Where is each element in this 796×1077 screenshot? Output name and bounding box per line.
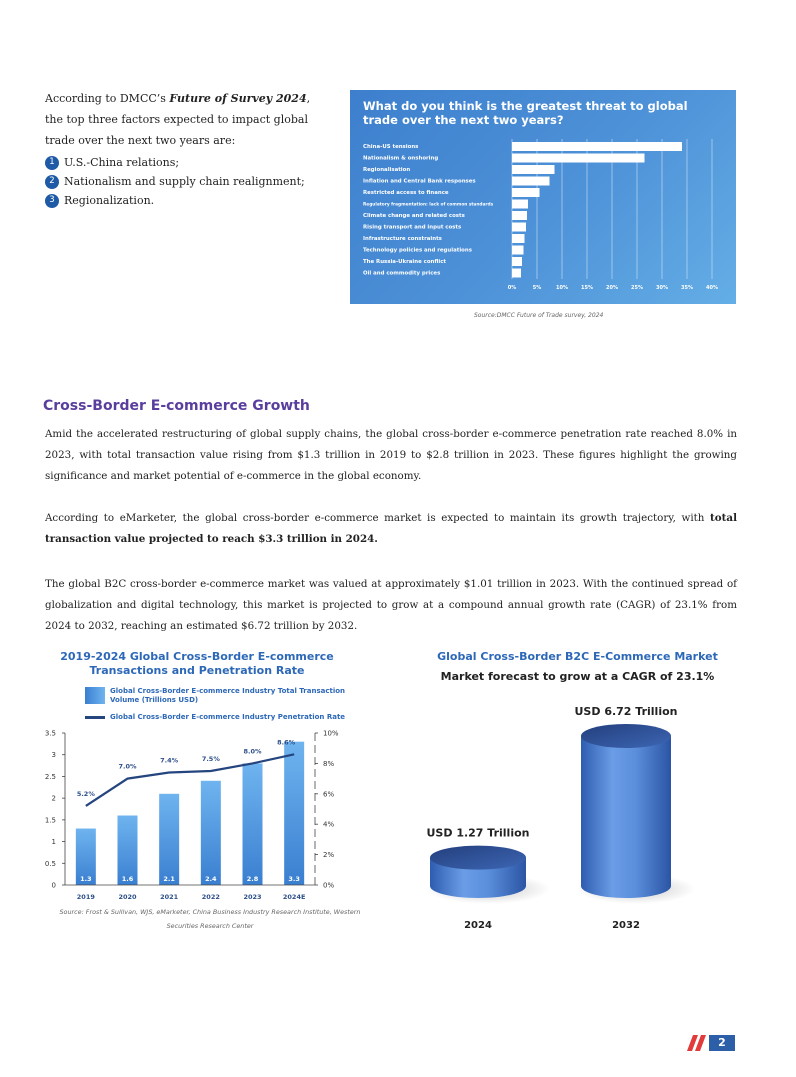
market-cylinder [581, 736, 671, 898]
rate-value-label: 7.5% [201, 755, 220, 763]
survey-bar [512, 257, 522, 266]
y2-tick-label: 2% [323, 851, 335, 860]
intro-rest: , the top three factors expected to impact global trade over the next two years are: [45, 92, 311, 147]
paragraph-b2c: The global B2C cross-border e-commerce market was valued at approximately $1.01 trillion in 2023. With the continued spread of globalization and digital technology, this market is projected to grow at a compound annual growth rate (CAGR) of 23.1% from 2024 to 2032, reaching an estimated $6.72 trillion by 2032. [45, 578, 737, 632]
x-tick-label: 40% [706, 285, 718, 291]
b2c-cylinder-chart [410, 700, 740, 940]
page-number: 2 [709, 1035, 735, 1051]
category-label: Oil and commodity prices [363, 270, 441, 277]
survey-bar [512, 200, 528, 209]
survey-bar [512, 269, 521, 278]
y-tick-label: 3 [51, 751, 56, 760]
transaction-bar [159, 794, 179, 885]
bar-value-label: 2.8 [246, 875, 259, 883]
cylinder-top [581, 724, 671, 748]
transaction-bar [243, 763, 263, 885]
y-tick-label: 0.5 [44, 859, 56, 868]
category-label: Climate change and related costs [363, 213, 465, 219]
cylinder-year-label: 2032 [612, 920, 640, 931]
y-tick-label: 2.5 [44, 772, 56, 781]
y-tick-label: 1.5 [44, 816, 56, 825]
paragraph-text: According to eMarketer, the global cross-border e-commerce market is expected to maintain its growth trajectory, with [45, 512, 711, 524]
survey-bar [512, 211, 527, 220]
x-tick-label: 15% [581, 285, 593, 291]
rate-value-label: 5.2% [76, 789, 95, 798]
list-item [45, 153, 330, 172]
x-tick-label: 20% [606, 285, 618, 291]
b2c-chart-subtitle: Market forecast to grow at a CAGR of 23.1% [440, 670, 715, 683]
y-tick-label: 2 [51, 794, 56, 803]
rate-value-label: 8.6% [277, 738, 296, 747]
factor-list [45, 153, 330, 210]
cylinder-value-label: USD 1.27 Trillion [426, 826, 530, 840]
y2-tick-label: 8% [323, 759, 335, 768]
cylinder-top [430, 846, 526, 870]
number-badge: 3 [45, 194, 59, 208]
intro-lead: According to DMCC’s [45, 92, 170, 105]
b2c-chart-title: Global Cross-Border B2C E-Commerce Market [437, 650, 718, 663]
y-tick-label: 1 [51, 838, 56, 847]
bar-value-label: 3.3 [288, 875, 300, 883]
number-badge: 2 [45, 175, 59, 189]
accent-slashes-icon [682, 1035, 708, 1051]
x-tick-label: 2022 [201, 893, 220, 901]
x-tick-label: 2020 [118, 893, 137, 901]
category-label: China-US tensions [363, 144, 419, 150]
legend-line-label: Global Cross-Border E-commerce Industry Penetration Rate [110, 713, 346, 721]
x-tick-label: 2023 [243, 893, 262, 901]
category-label: Inflation and Central Bank responses [363, 178, 476, 185]
survey-chart-title: What do you think is the greatest threat to global trade over the next two years? [363, 99, 688, 127]
transactions-chart-title: 2019-2024 Global Cross-Border E-commerce Transactions and Penetration Rate [60, 650, 334, 677]
category-label: Regulatory fragmentation: lack of common standards [363, 202, 494, 208]
category-label: Regionalisation [363, 167, 411, 173]
category-label: The Russia-Ukraine conflict [363, 259, 447, 265]
x-tick-label: 2019 [76, 893, 95, 901]
legend-bar-swatch [85, 687, 105, 704]
survey-chart [350, 90, 736, 304]
survey-bar [512, 165, 555, 174]
cylinder-value-label: USD 6.72 Trillion [574, 705, 678, 718]
y2-tick-label: 10% [323, 729, 339, 738]
survey-source: Source:DMCC Future of Trade survey, 2024 [474, 312, 604, 319]
x-tick-label: 35% [681, 285, 693, 291]
transactions-source: Source: Frost & Sullivan, WJS, eMarketer, China Business Industry Research Institute, Western Securities Research Center [59, 908, 361, 930]
legend-bar-label: Global Cross-Border E-commerce Industry Total Transaction Volume (Trillions USD) [110, 687, 346, 704]
x-tick-label: 2021 [160, 893, 179, 901]
bar-value-label: 1.6 [121, 875, 134, 883]
report-title: Future of Survey 2024 [169, 92, 307, 105]
y-tick-label: 3.5 [44, 729, 56, 738]
survey-bar [512, 154, 645, 163]
paragraph-emarketer [45, 508, 737, 550]
transaction-bar [201, 781, 221, 885]
list-item-text: U.S.-China relations; [64, 156, 180, 169]
rate-value-label: 7.4% [160, 756, 179, 765]
rate-value-label: 8.0% [243, 747, 262, 756]
paragraph-penetration: Amid the accelerated restructuring of global supply chains, the global cross-border e-commerce penetration rate reached 8.0% in 2023, with total transaction value rising from $1.3 trillion in 2019 to $2.8 trillion in 2023. These figures highlight the growing significance and market potential of e-commerce in the global economy. [45, 428, 737, 482]
x-tick-label: 5% [532, 285, 542, 291]
survey-bar [512, 234, 525, 243]
bar-value-label: 1.3 [80, 875, 92, 883]
survey-bar [512, 246, 524, 255]
survey-bar [512, 223, 526, 232]
category-label: Infrastructure constraints [363, 236, 442, 242]
y2-tick-label: 0% [323, 881, 335, 890]
list-item-text: Nationalism and supply chain realignment; [64, 175, 305, 188]
category-label: Rising transport and input costs [363, 224, 462, 231]
paragraph-highlight: total transaction value projected to reach $3.3 trillion in 2024. [45, 512, 737, 545]
list-item-text: Regionalization. [64, 194, 155, 207]
x-tick-label: 2024E [282, 893, 306, 901]
x-tick-label: 30% [656, 285, 668, 291]
category-label: Nationalism & onshoring [363, 155, 439, 162]
section-heading: Cross-Border E-commerce Growth [43, 398, 310, 414]
bar-value-label: 2.1 [163, 875, 175, 883]
list-item [45, 172, 330, 191]
y-tick-label: 0 [51, 881, 56, 890]
survey-bar [512, 142, 682, 151]
intro-paragraph [45, 88, 330, 210]
legend-line-swatch [85, 716, 105, 719]
survey-chart-svg [350, 90, 736, 304]
penetration-line [86, 754, 294, 806]
y2-tick-label: 6% [323, 790, 335, 799]
transactions-chart-svg [30, 725, 370, 905]
survey-bar [512, 188, 540, 197]
x-tick-label: 10% [556, 285, 568, 291]
bar-value-label: 2.4 [205, 875, 217, 883]
x-tick-label: 0% [507, 285, 517, 291]
number-badge: 1 [45, 156, 59, 170]
cylinder-year-label: 2024 [464, 920, 492, 931]
y2-tick-label: 4% [323, 820, 335, 829]
transaction-bar [284, 742, 304, 885]
rate-value-label: 7.0% [118, 762, 137, 771]
category-label: Restricted access to finance [363, 190, 449, 196]
x-tick-label: 25% [631, 285, 643, 291]
category-label: Technology policies and regulations [363, 247, 472, 254]
survey-bar [512, 177, 550, 186]
list-item [45, 191, 330, 210]
